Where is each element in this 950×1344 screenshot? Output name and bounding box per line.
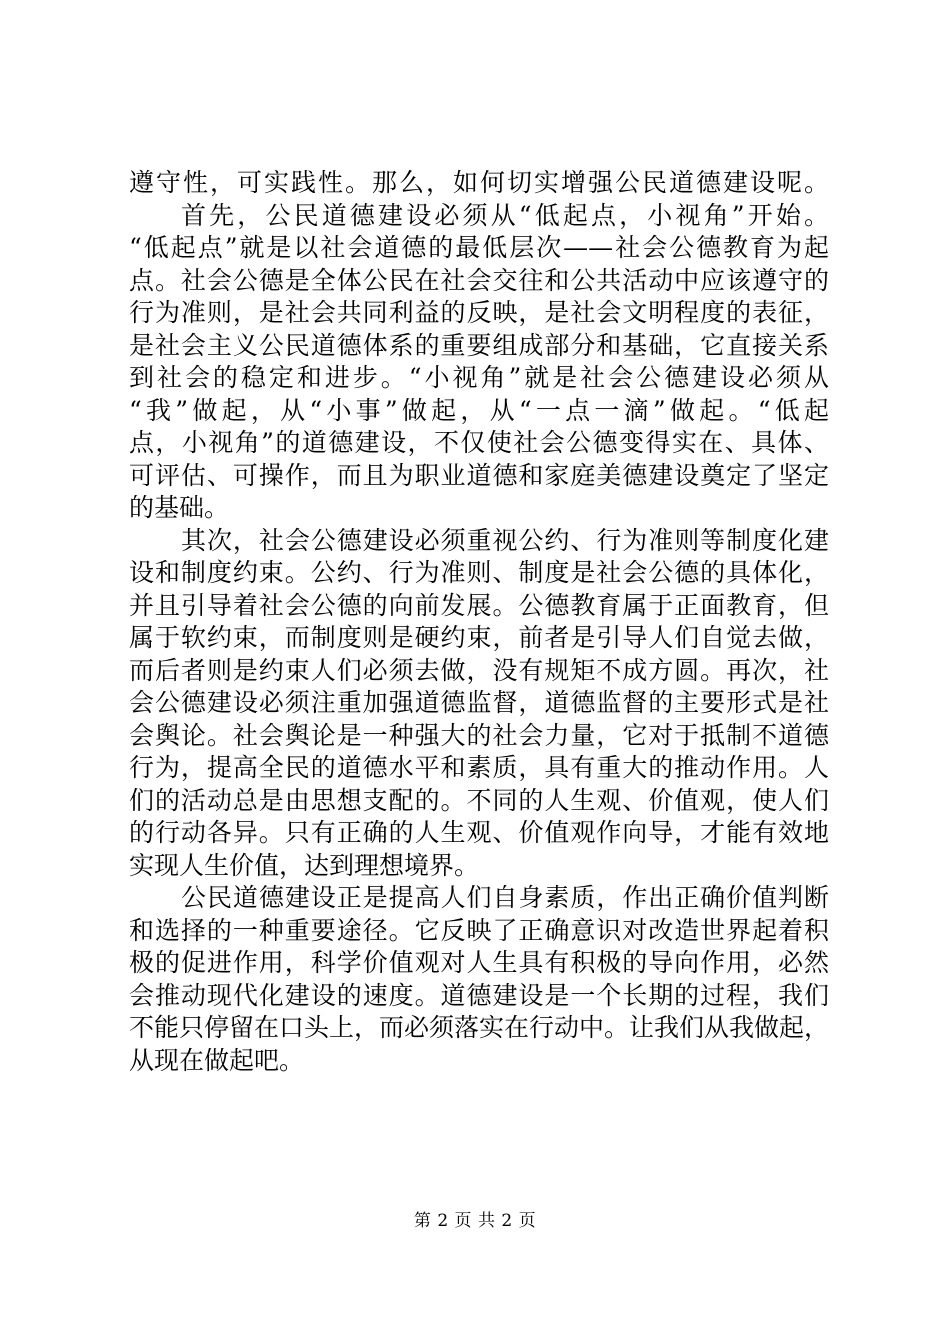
text-line: 们的活动总是由思想支配的。不同的人生观、价值观，使人们 xyxy=(129,785,829,815)
paragraph-last-line: 实现人生价值，达到理想境界。 xyxy=(129,850,480,880)
text-line: 属于软约束，而制度则是硬约束，前者是引导人们自觉去做， xyxy=(129,623,829,652)
text-line: 并且引导着社会公德的向前发展。公德教育属于正面教育，但 xyxy=(129,590,829,620)
text-line: 遵守性，可实践性。那么，如何切实增强公民道德建设呢。 xyxy=(129,168,829,197)
paragraph-first-line: 其次，社会公德建设必须重视公约、行为准则等制度化建 xyxy=(181,525,829,555)
text-line: 点，小视角”的道德建设，不仅使社会公德变得实在、具体、 xyxy=(129,428,829,457)
paragraph-first-line: 首先，公民道德建设必须从“低起点，小视角”开始。 xyxy=(181,200,829,230)
text-line: 的行动各异。只有正确的人生观、价值观作向导，才能有效地 xyxy=(129,818,829,847)
paragraph-last-line: 从现在做起吧。 xyxy=(129,1045,305,1075)
text-line: “我”做起，从“小事”做起，从“一点一滴”做起。“低起 xyxy=(129,395,829,425)
text-line: 行为，提高全民的道德水平和素质，具有重大的推动作用。人 xyxy=(129,753,829,782)
page-number-footer: 第 2 页 共 2 页 xyxy=(413,1211,537,1231)
text-line: 可评估、可操作，而且为职业道德和家庭美德建设奠定了坚定 xyxy=(129,460,829,490)
text-line: 而后者则是约束人们必须去做，没有规矩不成方圆。再次，社 xyxy=(129,655,829,685)
text-line: 不能只停留在口头上，而必须落实在行动中。让我们从我做起， xyxy=(129,1013,830,1042)
text-line: 会舆论。社会舆论是一种强大的社会力量，它对于抵制不道德 xyxy=(129,720,829,750)
text-line: 会推动现代化建设的速度。道德建设是一个长期的过程，我们 xyxy=(129,980,829,1010)
text-line: 点。社会公德是全体公民在社会交往和公共活动中应该遵守的 xyxy=(129,265,829,295)
text-line: 行为准则，是社会共同利益的反映，是社会文明程度的表征， xyxy=(129,298,829,327)
text-line: 设和制度约束。公约、行为准则、制度是社会公德的具体化， xyxy=(129,558,829,587)
text-line: 到社会的稳定和进步。“小视角”就是社会公德建设必须从 xyxy=(129,363,829,392)
text-line: 和选择的一种重要途径。它反映了正确意识对改造世界起着积 xyxy=(129,915,829,945)
paragraph-first-line: 公民道德建设正是提高人们自身素质，作出正确价值判断 xyxy=(181,883,829,912)
text-line: 极的促进作用，科学价值观对人生具有积极的导向作用，必然 xyxy=(129,948,829,977)
text-line: “低起点”就是以社会道德的最低层次——社会公德教育为起 xyxy=(129,233,829,262)
paragraph-last-line: 的基础。 xyxy=(129,493,230,522)
text-line: 是社会主义公民道德体系的重要组成部分和基础，它直接关系 xyxy=(129,330,829,360)
text-line: 会公德建设必须注重加强道德监督，道德监督的主要形式是社 xyxy=(129,688,829,717)
document-body xyxy=(129,167,829,1077)
